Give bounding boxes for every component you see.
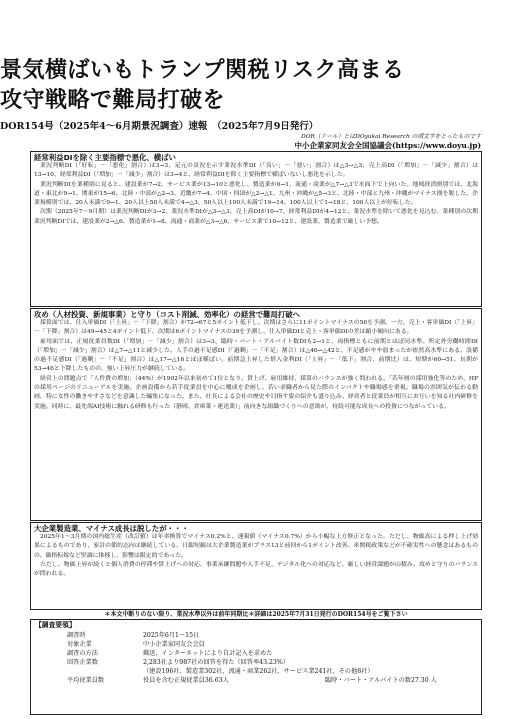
- survey-value: （建設196社、製造業302社、流通・商業262社、サービス業241社、その他8社）: [143, 668, 374, 675]
- paragraph: 業況判断DI（「好転」－「悪化」割合）は3→3、足元の景況を示す業況水準DI（「良い」－「悪い」割合）は△3→△3、売上高DI（「増加」－「減少」割合）は13→10、経常利益DI（「増加」－「減少」割合）は3→4と、経常利益DIを除く主要指標で横ばいないし悪化を示した。: [34, 163, 478, 179]
- survey-row: [31, 640, 481, 649]
- survey-label: 回答企業数: [67, 659, 98, 666]
- paragraph: 業況判断DIを業種別に見ると、建設業が7→2、サービス業が13→10と悪化し、製造業が0→1、流通・商業が△7→△3で水面下で上向いた。地域経済圏別では、北海道・東北が9→1、関東が15→6、北陸・中部が△2→3、近畿が7→4、中国・四国が△2→△1、九州・沖縄が△5→3と、北陸・中部と九州・沖縄がマイナス圏を脱した。企業規模別では、20人未満で0→1、20人以上50人未満で4→△3、50人以上100人未満で19→14、100人以上で1→18と、100人以上が好転した。: [34, 181, 478, 207]
- survey-label: 調査の方法: [67, 650, 98, 657]
- paragraph: 採算面では、仕入単価DI（「上昇」－「下降」割合）が72→67と5ポイント低下し、次期はさらに11ポイントマイナスの56を予測。一方、売上・客単価DI（「上昇」－「下降」割合）は49→45と4ポイント低下、次期は6ポイントマイナスの39を予測し、仕入単価DIと売上・客単価DIの差は縮小傾向にある。: [34, 320, 478, 336]
- paragraph: 雇用面では、正規従業員数DI（「増加」－「減少」割合）は3→3、臨時・パート・アルバイト数DIも2→1と、両指標ともに前期とほぼ同水準。所定外労働時間DI（「増加」－「減少」割合）は△7→△11と減少した。人手の過不足感DI（「過剰」－「不足」割合）は△46→△42と、不足感がやや弱まったが依然高水準にある。設備の過不足感DI（「過剰」－「不足」割合）は△17→△16とほぼ横ばい。前期急上昇した借入金利DI（「上昇」－「低下」割合、前期比）は、短期が60→51、長期が53→46と下降したものの、強い上昇圧力が継続している。: [34, 338, 478, 373]
- survey-label: 対象企業: [67, 641, 92, 648]
- section-heading: 攻め（人材投資、新規事業）と守り（コスト削減、効率化）の経営で難局打破へ: [34, 310, 301, 319]
- survey-label: 調査時: [67, 632, 86, 639]
- footnote: ＊本文中断りのない限り、業況水準以外は前年同期比＊詳細は2025年7月31日発行のDOR154号をご覧下さい: [104, 611, 408, 618]
- survey-outline: [30, 619, 482, 715]
- survey-value: 役員を含む正規従業員36.63人: [143, 677, 229, 684]
- issue-subline: DOR154号（2025年4～6月期景況調査）速報 （2025年7月9日発行）: [0, 121, 319, 132]
- section-heading: 大企業製造業、マイナス成長は脱したが・・・: [34, 524, 189, 533]
- survey-value: 2025年6月1～15日: [143, 632, 200, 639]
- survey-row: [31, 649, 481, 658]
- dor-note: DOR（ドール）とはDOyukai Research の頭文字をとったものです: [301, 134, 481, 140]
- survey-value-secondary: 臨時・パート・アルバイトの数27.30 人: [325, 677, 437, 684]
- paragraph: ただし、物価上昇が続くと個人消費の停滞や賃上げへの対応、事業承継問題や人手不足、デジタル化への対応など、厳しい経営課題が山積み。攻めと守りのバランスが問われる。: [34, 561, 478, 578]
- survey-title: 【調査要領】: [35, 621, 76, 629]
- headline-line2: 攻守戦略で難局打破を: [0, 88, 226, 113]
- section-strategy: [30, 308, 482, 521]
- survey-value: 2,283社より987社の回答を得た（回答率43.23%）: [143, 659, 289, 666]
- survey-value: 中小企業家同友会会員: [143, 641, 205, 648]
- section-macro: [30, 522, 482, 610]
- section-indicators: [30, 151, 482, 307]
- paragraph: 経営上の問題点で「人件費の増加」（44%）が1992年以来初めて1位となり、賃上げ、雇用維持、採算のバランスが強く問われる。「若年層の採用強化等のため、HPの採用ページのリニューアルを実施。企画設備から若手従業員を中心に構成を企画し、若い求職者から見た際のインパクトや職場感を重視。職場の雰囲気が伝わる動画、特に女性の働きやすさなどを意識した編集になった。また、社長による会社の歴史や目指す姿の紹介も盛り込み、経営者と従業員が相互にお互いを知る社内研修を実施。同時に、最先端AI技術に触れる研修も行った（静岡、倉庫業・運送業）」前向きな組織づくりへの意欲が、持続可能な成長への投資につながっている。: [34, 375, 478, 410]
- survey-row: [31, 667, 481, 676]
- headline-line1: 景気横ばいもトランプ関税リスク高まる: [0, 58, 405, 83]
- survey-row: [31, 676, 481, 685]
- paragraph: 2025年1～3月期の国内総生産（改訂値）は年率換算でマイナス0.2%と、速報値（マイナス0.7%）から小幅な上方修正となった。ただし、物価高による押し上げ効果によるものであり、家計の節約志向は継続している。日銀短観は大企業製造業がプラス13と前回から1ポイント改善、米関税政策などが不確実性への懸念はあるものの、価格転嫁など堅調に推移し、影響は限定的であった。: [34, 534, 478, 559]
- paragraph: 次期（2025年7～9月期）は業況判断DIが3→2、業況水準DIが△3→△3、売上高DIが10→7、経常利益DIが4→12と、業況水準を除いて悪化を見込む。業種別の次期業況判断DIでは、建設業が2→△6、製造業が1→8、流通・商業が△3→△6、サービス業で10→12と、建設業、製造業で厳しい予想。: [34, 209, 478, 225]
- survey-row: [31, 658, 481, 667]
- section-heading: 経常利益DIを除く主要指標で悪化、横ばい: [34, 153, 176, 162]
- organization-name: 中小企業家同友会全国協議会(https://www.doyu.jp): [294, 141, 481, 150]
- survey-value: 郵送、インターネットにより自計記入を求めた: [143, 650, 273, 657]
- survey-row: [31, 631, 481, 640]
- survey-label: 平均従業員数: [67, 677, 105, 684]
